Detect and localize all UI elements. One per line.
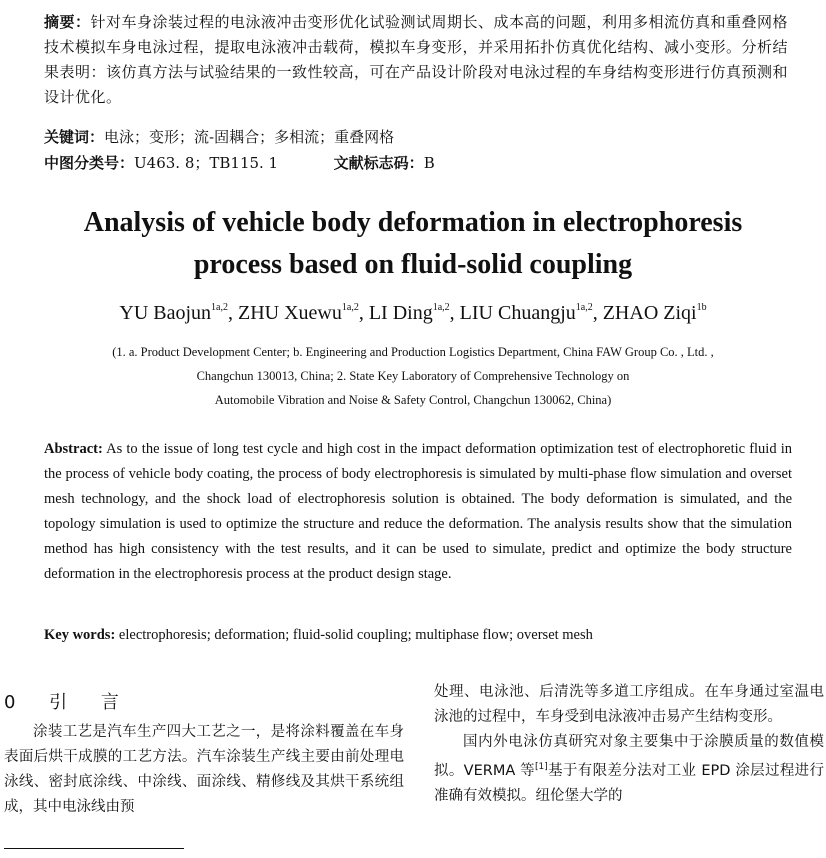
classification-line (44, 152, 435, 174)
document-code-label: 文献标志码： (333, 154, 424, 172)
footnote-divider (4, 848, 184, 849)
chinese-keywords-label: 关键词： (44, 128, 105, 146)
left-column (4, 688, 404, 820)
chinese-keywords (44, 126, 394, 148)
chinese-abstract-label: 摘要： (44, 13, 91, 31)
author-affiliation-mark: 1a,2 (575, 302, 593, 313)
affiliations (0, 340, 826, 412)
right-column (434, 680, 824, 809)
author-name: ZHAO Ziqi (602, 302, 697, 324)
body-text-segment: 国内外电泳仿真研究对象主要集中于涂膜质量的数值模拟。VERMA 等 (434, 734, 824, 779)
author-name: ZHU Xuewu (238, 302, 342, 324)
body-paragraph: 处理、电泳池、后清洗等多道工序组成。在车身通过室温电泳池的过程中，车身受到电泳液冲击易产生结构变形。 (434, 684, 824, 725)
classification-value: U463. 8；TB115. 1 (134, 154, 279, 172)
affiliation-line: Changchun 130013, China; 2. State Key Laboratory of Comprehensive Technology on (196, 369, 630, 383)
author-name: LIU Chuangju (459, 302, 576, 324)
citation-reference: [1] (535, 762, 548, 772)
english-keywords-label: Key words: (44, 627, 116, 643)
section-heading: 0 引 言 (4, 692, 133, 713)
author-affiliation-mark: 1b (696, 302, 707, 313)
english-keywords-text: electrophoresis; deformation; fluid-solid coupling; multiphase flow; overset mesh (118, 627, 593, 643)
author-affiliation-mark: 1a,2 (432, 302, 450, 313)
body-text-segment: 基于有限差分法对工业 EPD 涂层过程进行准确有效模拟。纽伦堡大学的 (434, 763, 824, 804)
author-affiliation-mark: 1a,2 (341, 302, 359, 313)
affiliation-line: Automobile Vibration and Noise & Safety Control, Changchun 130062, China) (214, 393, 612, 407)
paper-title (0, 202, 826, 286)
body-paragraph (434, 730, 824, 809)
paper-title-line-2: process based on fluid-solid coupling (193, 249, 633, 280)
chinese-abstract-text: 针对车身涂装过程的电泳液冲击变形优化试验测试周期长、成本高的问题，利用多相流仿真和重叠网格技术模拟车身电泳过程，提取电泳液冲击载荷，模拟车身变形，并采用拓扑仿真优化结构、减小变形。分析结果表明：该仿真方法与试验结果的一致性较高，可在产品设计阶段对电泳过程的车身结构变形进行仿真预测和设计优化。 (44, 13, 789, 106)
author-list: YU Baojun$^{1a,2}$, ZHU Xuewu$^{1a,2}$, LI Ding$^{1a,2}$, LIU Chuangju$^{1a,2}$, ZHAO Ziqi$^{1b}$ (119, 302, 707, 324)
classification-label: 中图分类号： (44, 154, 135, 172)
english-abstract (44, 437, 792, 587)
affiliation-line: (1. a. Product Development Center; b. Engineering and Production Logistics Department, China FAW Group Co. , Ltd. , (112, 345, 714, 359)
author-affiliation-mark: 1a,2 (211, 302, 228, 313)
document-code-value: B (423, 154, 435, 172)
english-abstract-text: As to the issue of long test cycle and high cost in the impact deformation optimization test of electrophoretic fluid in the process of vehicle body coating, the process of body electrophoresis is simulated by multi-phase flow simulation and overset mesh technology, and the shock load of electrophoresis solution is obtained. The body deformation is simulated, and the topology simulation is used to optimize the structure and reduce the deformation. The analysis results show that the simulation method has high consistency with the test results, and it can be used to simulate, predict and optimize the body structure deformation in the electrophoresis process at the product design stage. (44, 441, 792, 582)
chinese-abstract (44, 10, 794, 110)
author-name: LI Ding (368, 302, 433, 324)
english-keywords (44, 624, 804, 646)
english-abstract-label: Abstract: (44, 441, 103, 457)
author-name: YU Baojun (119, 302, 212, 324)
chinese-keywords-text: 电泳；变形；流-固耦合；多相流；重叠网格 (104, 128, 395, 146)
paper-title-line-1: Analysis of vehicle body deformation in electrophoresis (83, 207, 743, 238)
body-paragraph: 涂装工艺是汽车生产四大工艺之一，是将涂料覆盖在车身表面后烘干成膜的工艺方法。汽车涂装生产线主要由前处理电泳线、密封底涂线、中涂线、面涂线、精修线及其烘干系统组成，其中电泳线由预 (4, 724, 404, 815)
